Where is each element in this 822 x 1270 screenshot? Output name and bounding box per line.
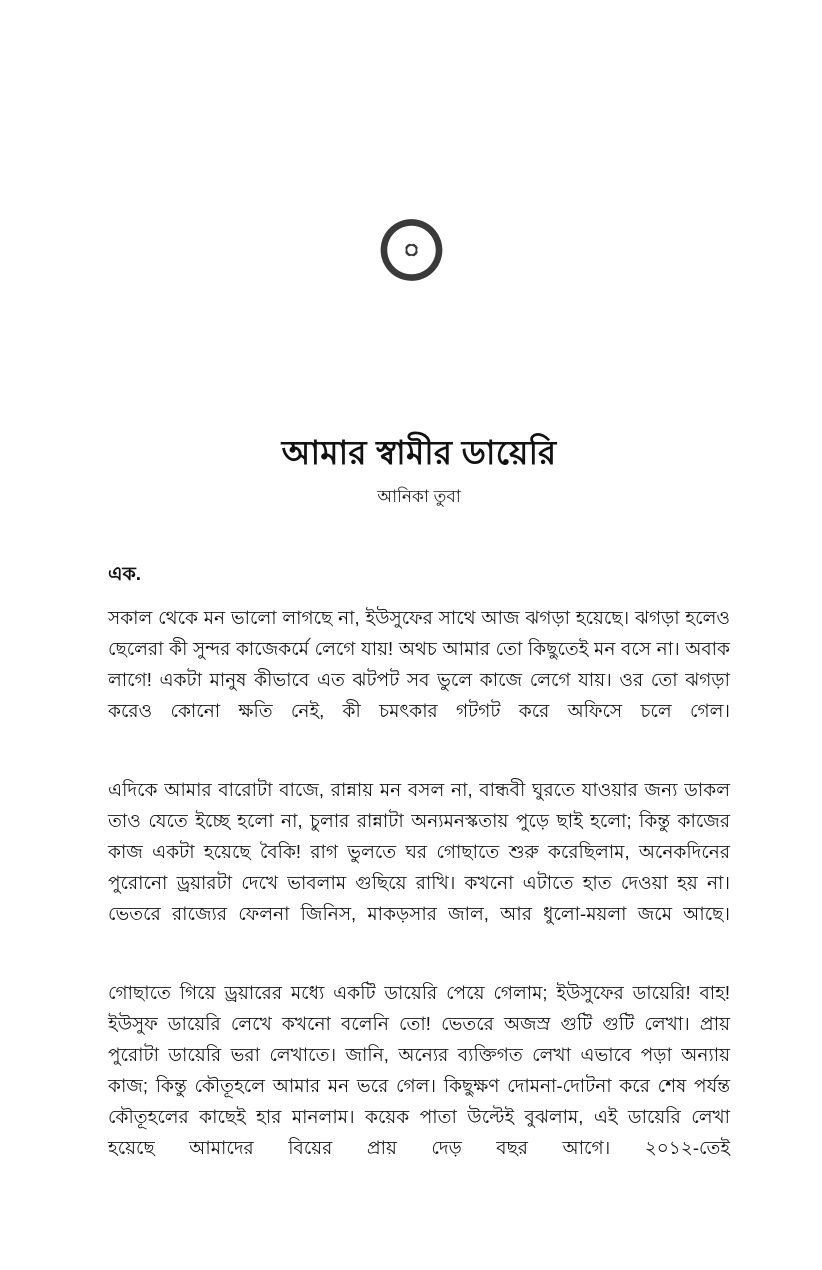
body-paragraph: গোছাতে গিয়ে ড্রয়ারের মধ্যে একটি ডায়েরি পেয়ে গেলাম; ইউসুফের ডায়েরি! বাহ! ইউসুফ ডায়েরি লেখে কখনো বলেনি তো! ভেতরে অজস্র গুটি গুটি লেখা। প্রায় পুরোটা ডায়েরি ভরা লেখাতে। জানি, অন্যের ব্যক্তিগত লেখা এভাবে পড়া অন্যায় কাজ; কিন্তু কৌতূহলে আমার মন ভরে গেল। কিছুক্ষণ দোমনা-দোটনা করে শেষ পর্যন্ত কৌতূহলের কাছেই হার মানলাম। কয়েক পাতা উল্টেই বুঝলাম, এই ডায়েরি লেখা হয়েছে আমাদের বিয়ের প্রায় দেড় বছর আগে। ২০১২-তেই: [108, 981, 730, 1158]
title-block: [108, 432, 730, 508]
ornament-container: [0, 218, 822, 282]
page-title: আমার স্বামীর ডায়েরি: [281, 434, 557, 471]
flower-wheel-ornament-icon: [380, 218, 443, 282]
body-text-column: [108, 562, 730, 1194]
author-name: আনিকা তুবা: [377, 487, 461, 507]
body-paragraph: সকাল থেকে মন ভালো লাগছে না, ইউসুফের সাথে আজ ঝগড়া হয়েছে। ঝগড়া হলেও ছেলেরা কী সুন্দর কাজেকর্মে লেগে যায়! অথচ আমার তো কিছুতেই মন বসে না। অবাক লাগে! একটা মানুষ কীভাবে এত ঝটপট সব ভুলে কাজে লেগে যায়। ওর তো ঝগড়া করেও কোনো ক্ষতি নেই, কী চমৎকার গটগট করে অফিসে চলে গেল।: [108, 606, 730, 721]
body-paragraph: এদিকে আমার বারোটা বাজে, রান্নায় মন বসল না, বান্ধবী ঘুরতে যাওয়ার জন্য ডাকল তাও যেতে ইচ্ছে হলো না, চুলার রান্নাটা অন্যমনস্কতায় পুড়ে ছাই হলো; কিন্তু কাজের কাজ একটা হয়েছে বৈকি! রাগ ভুলতে ঘর গোছাতে শুরু করেছিলাম, অনেকদিনের পুরোনো ড্রয়ারটা দেখে ভাবলাম গুছিয়ে রাখি। কখনো এটাতে হাত দেওয়া হয় না। ভেতরে রাজ্যের ফেলনা জিনিস, মাকড়সার জাল, আর ধুলো-ময়লা জমে আছে।: [108, 778, 730, 924]
section-heading: এক.: [108, 564, 142, 585]
